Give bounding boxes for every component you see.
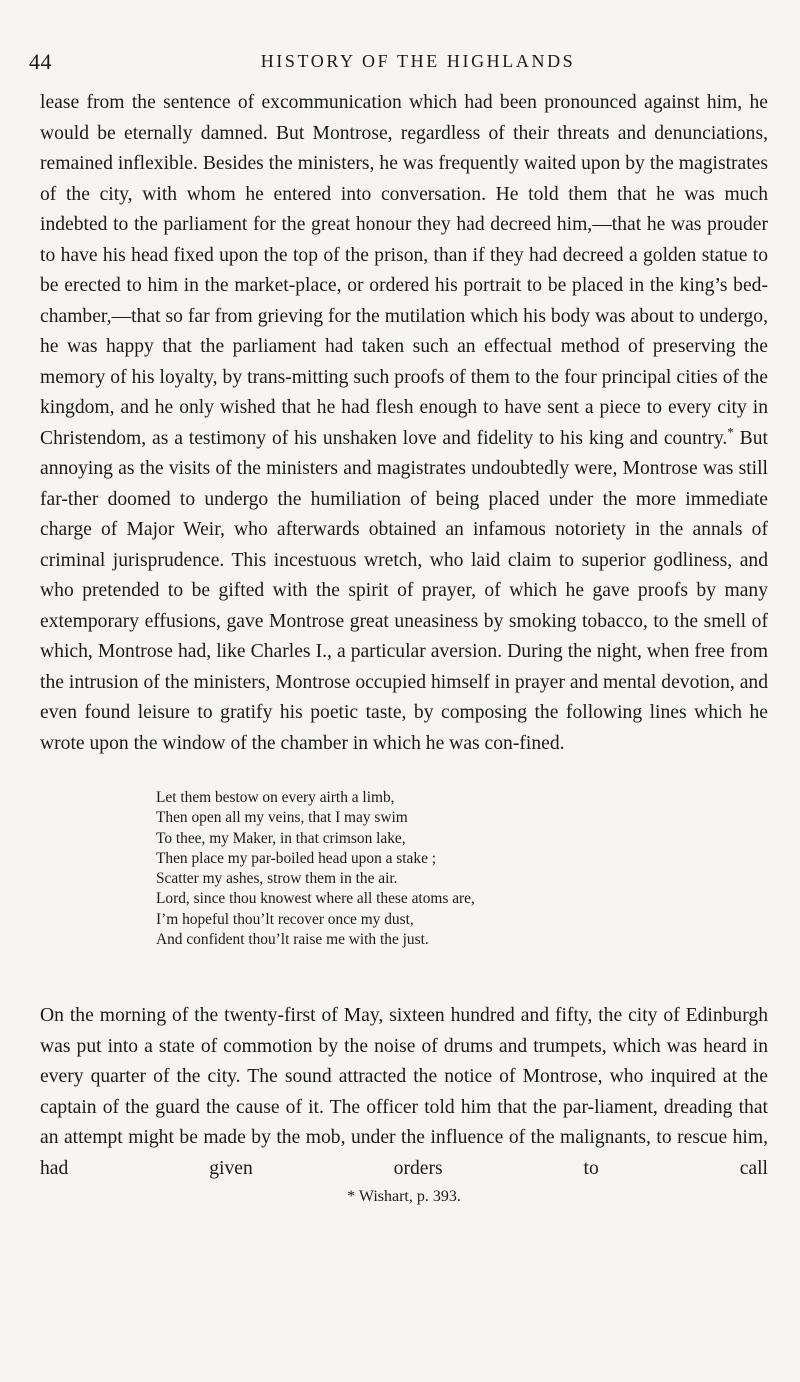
poem-line: Then place my par-boiled head upon a stake ; <box>156 849 437 867</box>
body-paragraph-1 <box>40 88 768 759</box>
page-number: 44 <box>29 49 52 74</box>
poem-line: Lord, since thou knowest where all these atoms are, <box>156 890 475 908</box>
poem-line: And confident thou’lt raise me with the just. <box>156 931 429 949</box>
body-paragraph-2: On the morning of the twenty-first of May, sixteen hundred and fifty, the city of Edinburgh was put into a state of commotion by the noise of drums and trumpets, which was heard in every quarter of the city. The sound attracted the notice of Montrose, who inquired at the captain of the guard the cause of it. The officer told him that the par-liament, dreading that an attempt might be made by the mob, under the influence of the malignants, to rescue him, had given orders to call <box>40 1005 768 1179</box>
poem-block <box>156 788 716 950</box>
page-header <box>0 49 800 79</box>
poem-line: To thee, my Maker, in that crimson lake, <box>156 829 406 847</box>
footnote: * Wishart, p. 393. <box>347 1188 461 1205</box>
poem-line: Scatter my ashes, strow them in the air. <box>156 870 398 888</box>
paragraph-1-text-b: But annoying as the visits of the ministers and magistrates undoubtedly were, Montrose was still far-ther doomed to undergo the humiliation of being placed under the more immediate charge of Major Weir, who afterwards obtained an infamous notoriety in the annals of criminal jurisprudence. This incestuous wretch, who laid claim to superior godliness, and who pretended to be gifted with the spirit of prayer, of which he gave proofs by many extemporary effusions, gave Montrose great uneasiness by smoking tobacco, to the smell of which, Montrose had, like Charles I., a particular aversion. During the night, when free from the intrusion of the ministers, Montrose occupied himself in prayer and mental devotion, and even found leisure to gratify his poetic taste, by composing the following lines which he wrote upon the window of the chamber in which he was con-fined. <box>40 427 768 754</box>
poem-line: Let them bestow on every airth a limb, <box>156 789 395 806</box>
footnote-reference: * <box>727 423 734 439</box>
paragraph-1-text-a: lease from the sentence of excommunication which had been pronounced against him, he would be eternally damned. But Montrose, regardless of their threats and denunciations, remained inflexible. Besides the ministers, he was frequently waited upon by the magistrates of the city, with whom he entered into conversation. He told them that he was much indebted to the parliament for the great honour they had decreed him,—that he was prouder to have his head fixed upon the top of the prison, than if they had decreed a golden statue to be erected to him in the market-place, or ordered his portrait to be placed in the king’s bed-chamber,—that so far from grieving for the mutilation which his body was about to undergo, he was happy that the parliament had taken such an effectual method of preserving the memory of his loyalty, by trans-mitting such proofs of them to the four principal cities of the kingdom, and he only wished that he had flesh enough to have sent a piece to every city in Christendom, as a testimony of his unshaken love and fidelity to his king and country. <box>40 92 768 449</box>
running-head: HISTORY OF THE HIGHLANDS <box>260 51 576 71</box>
poem-line: I’m hopeful thou’lt recover once my dust, <box>156 910 414 928</box>
poem-line: Then open all my veins, that I may swim <box>156 809 408 827</box>
